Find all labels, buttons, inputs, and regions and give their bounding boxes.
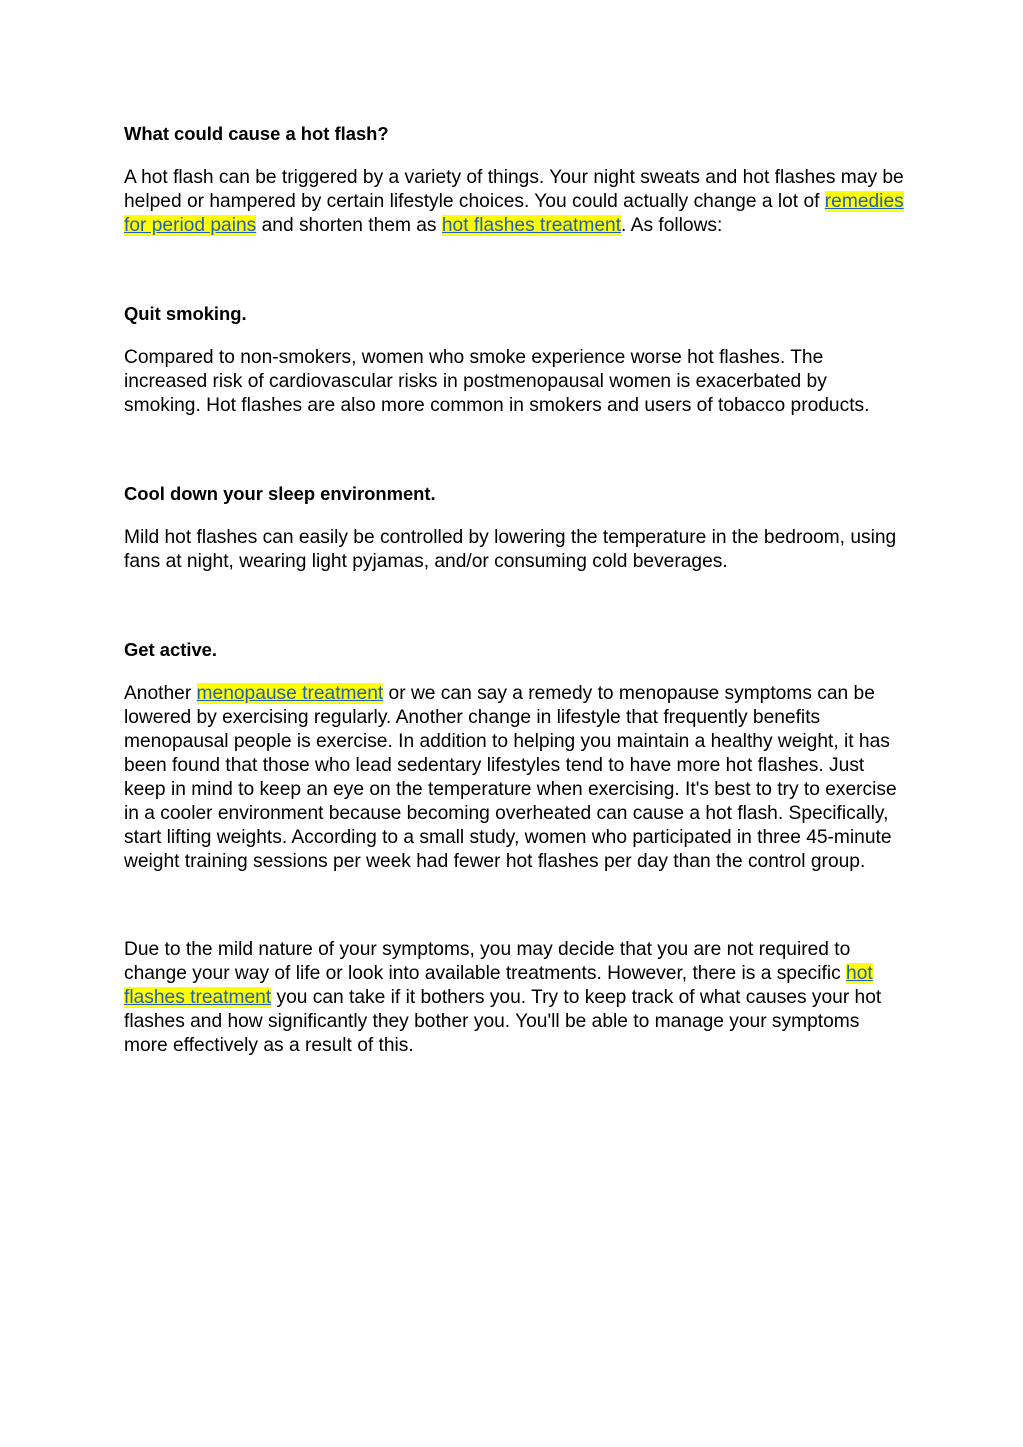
heading-cool-down: Cool down your sleep environment. <box>124 483 436 504</box>
heading-get-active: Get active. <box>124 639 218 660</box>
paragraph-conclusion-text-1: Due to the mild nature of your symptoms, you may decide that you are not required to change your way of life or look into available treatments. However, there is a specific <box>124 939 851 984</box>
heading-quit-smoking: Quit smoking. <box>124 303 247 324</box>
paragraph-intro-text-3: . As follows: <box>621 215 723 236</box>
paragraph-intro <box>124 166 904 238</box>
link-hot-flashes-treatment-2[interactable]: hot flashes treatment <box>124 963 873 1008</box>
paragraph-quit-smoking: Compared to non-smokers, women who smoke experience worse hot flashes. The increased risk of cardiovascular risks in postmenopausal women is exacerbated by smoking. Hot flashes are also more common in smokers and users of tobacco products. <box>124 347 870 416</box>
paragraph-intro-text-1: A hot flash can be triggered by a variety of things. Your night sweats and hot flashes may be helped or hampered by certain lifestyle choices. You could actually change a lot of <box>124 167 904 212</box>
link-menopause-treatment[interactable]: menopause treatment <box>196 683 384 704</box>
document-content <box>124 122 904 1058</box>
paragraph-get-active-text-2: or we can say a remedy to menopause symptoms can be lowered by exercising regularly. Another change in lifestyle that frequently benefits menopausal people is exercise. In addition to helping you maintain a healthy weight, it has been found that those who lead sedentary lifestyles tend to have more hot flashes. Just keep in mind to keep an eye on the temperature when exercising. It's best to try to exercise in a cooler environment because becoming overheated can cause a hot flash. Specifically, start lifting weights. According to a small study, women who participated in three 45-minute weight training sessions per week had fewer hot flashes per day than the control group. <box>124 683 897 872</box>
heading-what-causes-hot-flash: What could cause a hot flash? <box>124 123 389 144</box>
paragraph-intro-text-2: and shorten them as <box>256 215 442 236</box>
link-remedies-for-period-pains[interactable]: remedies for period pains <box>124 191 904 236</box>
paragraph-get-active-text-1: Another <box>124 683 197 704</box>
link-hot-flashes-treatment[interactable]: hot flashes treatment <box>441 215 622 236</box>
paragraph-conclusion <box>124 938 904 1058</box>
paragraph-get-active <box>124 682 904 874</box>
paragraph-conclusion-text-2: you can take if it bothers you. Try to keep track of what causes your hot flashes and how significantly they bother you. You'll be able to manage your symptoms more effectively as a result of this. <box>124 987 882 1056</box>
paragraph-cool-down: Mild hot flashes can easily be controlled by lowering the temperature in the bedroom, using fans at night, wearing light pyjamas, and/or consuming cold beverages. <box>124 527 897 572</box>
